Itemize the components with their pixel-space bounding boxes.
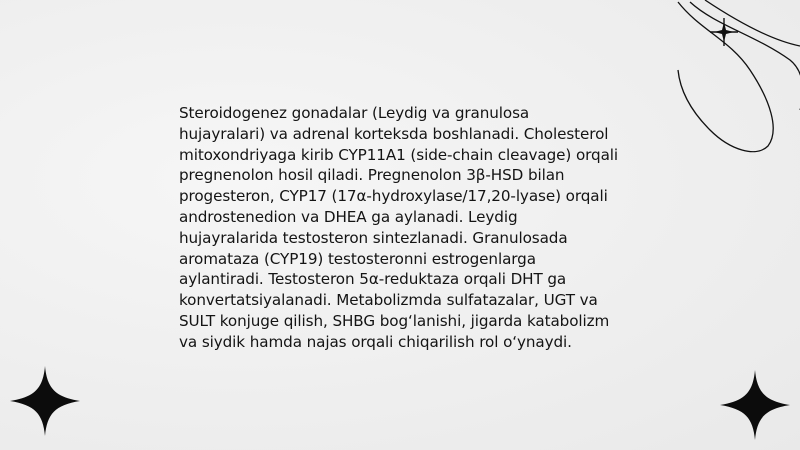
body-paragraph: Steroidogenez gonadalar (Leydig va granulosa hujayralari) va adrenal korteksda boshlanadi. Cholesterol mitoxondriyaga kirib CYP11A1 (side-chain cleavage) orqali pregnenolon hosil qiladi. Pregnenolon 3β-HSD bilan progesteron, CYP17 (17α-hydroxylase/17,20-lyase) orqali androstenedion va DHEA ga aylanadi. Leydig hujayralarida testosteron sintezlanadi. Granulosada aromataza (CYP19) testosteronni estrogenlarga aylantiradi. Testosteron 5α-reduktaza orqali DHT ga konvertatsiyalanadi. Metabolizmda sulfatazalar, UGT va SULT konjuge qilish, SHBG bog‘lanishi, jigarda katabolizm va siydik hamda najas orqali chiqarilish rol o‘ynaydi. — [179, 104, 619, 351]
sparkle-icon-left — [10, 366, 80, 436]
sparkle-icon-right — [720, 370, 790, 440]
small-star-icon — [710, 18, 738, 46]
orbit-lines-icon — [660, 0, 800, 160]
